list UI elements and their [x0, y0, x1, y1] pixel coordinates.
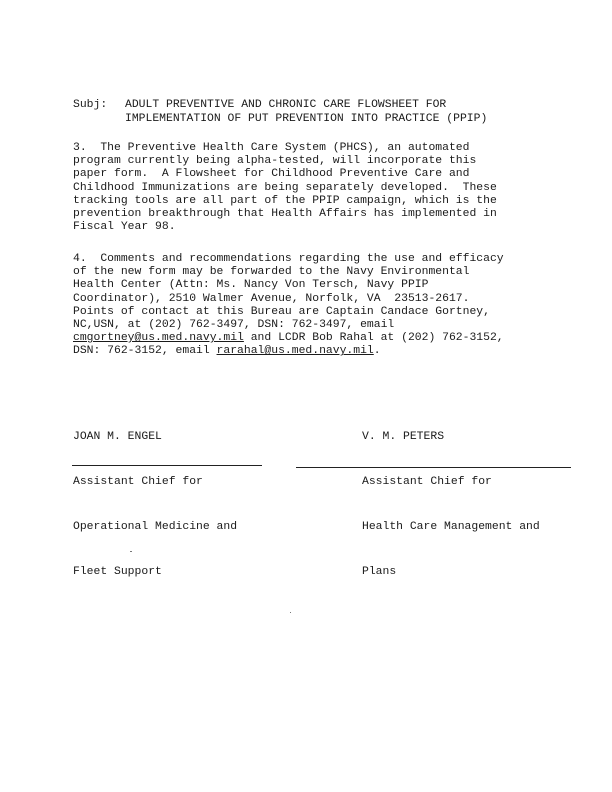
scan-speck: [130, 551, 132, 552]
paragraph-4-line: Points of contact at this Bureau are Captain Candace Gortney,: [73, 305, 490, 318]
signatory-name: V. M. PETERS: [362, 431, 445, 443]
signature-block-right: [362, 400, 540, 610]
paragraph-4-line-7: [73, 332, 543, 345]
paragraph-4-line-8-suffix: .: [373, 345, 381, 358]
paragraph-3-line: Fiscal Year 98.: [73, 221, 176, 234]
signatory-title: Operational Medicine and: [73, 521, 238, 533]
signature-block-left: [73, 400, 237, 610]
paragraph-3: [73, 142, 543, 234]
paragraph-4-line: NC,USN, at (202) 762-3497, DSN: 762-3497, email: [73, 319, 395, 332]
paragraph-3-line: paper form. A Flowsheet for Childhood Preventive Care and: [73, 168, 470, 181]
paragraph-3-line: prevention breakthrough that Health Affairs has implemented in: [73, 208, 497, 221]
signatory-title: Fleet Support: [73, 566, 162, 578]
paragraph-4-line-7-text: and LCDR Bob Rahal at (202) 762-3152,: [243, 332, 504, 345]
gortney-email-link[interactable]: cmgortney@us.med.navy.mil: [73, 332, 244, 345]
paragraph-4-line-8: [73, 345, 543, 358]
signature-line-left: [72, 465, 262, 466]
paragraph-3-line: program currently being alpha-tested, will incorporate this: [73, 155, 477, 168]
subject-label: Subj:: [73, 99, 108, 111]
paragraph-4-line: Coordinator), 2510 Walmer Avenue, Norfolk, VA 23513-2617.: [73, 292, 470, 305]
signatory-title: Plans: [362, 566, 397, 578]
paragraph-4-line: 4. Comments and recommendations regarding the use and efficacy: [73, 253, 504, 265]
paragraph-3-line: tracking tools are all part of the PPIP campaign, which is the: [73, 194, 497, 207]
rahal-email-link[interactable]: rarahal@us.med.navy.mil: [216, 345, 374, 358]
signatory-title: Assistant Chief for: [73, 476, 203, 488]
subject-line-2: IMPLEMENTATION OF PUT PREVENTION INTO PRACTICE (PPIP): [125, 113, 488, 125]
signatory-title: Assistant Chief for: [362, 476, 492, 488]
paragraph-4-line-8-prefix: DSN: 762-3152, email: [73, 345, 217, 358]
signatory-name: JOAN M. ENGEL: [73, 431, 162, 443]
paragraph-4-line: of the new form may be forwarded to the Navy Environmental: [73, 266, 470, 279]
subject-line-1: ADULT PREVENTIVE AND CHRONIC CARE FLOWSHEET FOR: [125, 99, 447, 111]
paragraph-3-line: 3. The Preventive Health Care System (PHCS), an automated: [73, 142, 470, 154]
signatory-title: Health Care Management and: [362, 521, 540, 533]
scan-speck: [290, 612, 291, 613]
paragraph-4: [73, 253, 543, 359]
paragraph-4-line: Health Center (Attn: Ms. Nancy Von Tersch, Navy PPIP: [73, 279, 429, 292]
signature-line-right: [296, 467, 571, 468]
paragraph-3-line: Childhood Immunizations are being separately developed. These: [73, 181, 497, 194]
